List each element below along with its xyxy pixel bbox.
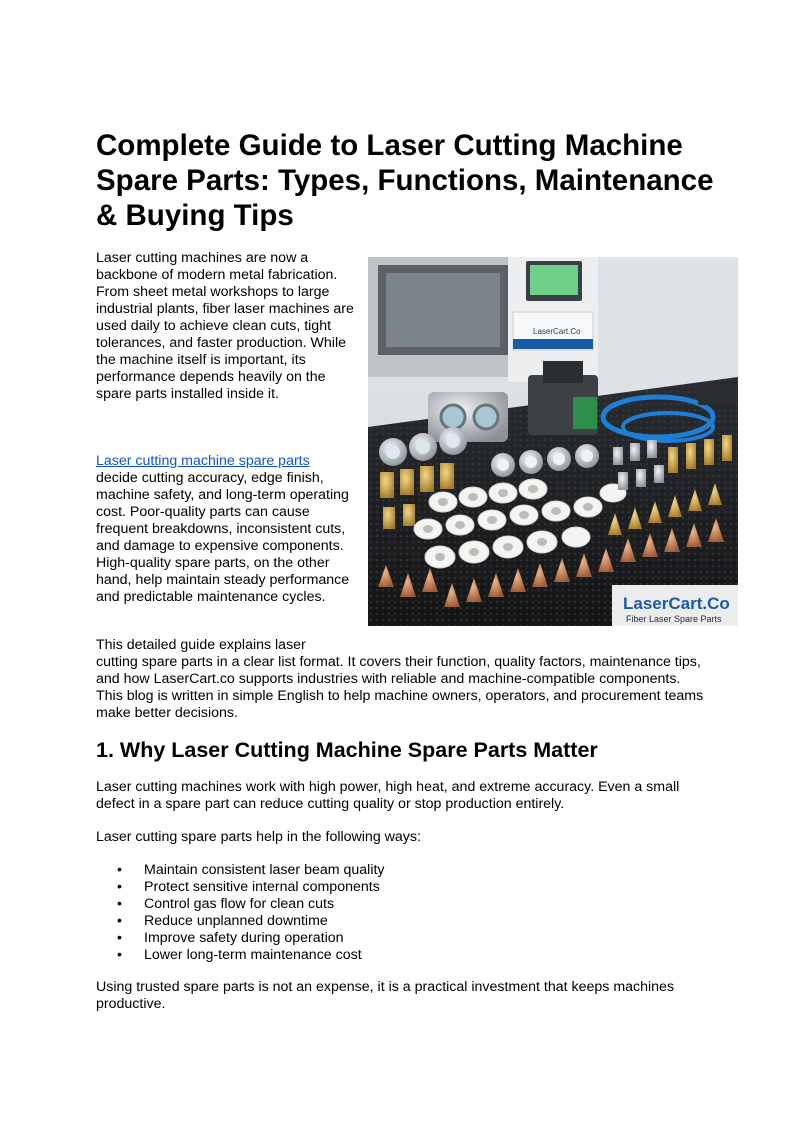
bullet-icon: • [117,913,122,929]
bullet-icon: • [117,896,122,912]
list-item [96,947,596,964]
list-item-text: Lower long-term maintenance cost [144,947,362,963]
intro-paragraph-3-lead: This detailed guide explains laser [96,637,306,653]
bullet-icon: • [117,879,122,895]
intro-paragraph-2-text: decide cutting accuracy, edge finish, machine safety, and long-term operating cost. Poor-quality parts can cause frequent breakdowns, inconsistent cuts, and damage to expensive components. High-quality spare parts, on the other hand, help maintain steady performance and predictable maintenance cycles. [96,470,350,605]
brand-tagline: Fiber Laser Spare Parts [626,614,722,624]
list-item-text: Reduce unplanned downtime [144,913,328,929]
hero-image [368,257,738,626]
spare-parts-link[interactable]: Laser cutting machine spare parts [96,453,310,469]
benefits-list [96,862,596,964]
list-item-text: Control gas flow for clean cuts [144,896,335,912]
intro-paragraph-3-text: cutting spare parts in a clear list format. It covers their function, quality factors, maintenance tips, and how LaserCart.co supports industries with reliable and machine-compatible components. This blog is written in simple English to help machine owners, operators, and procurement teams make better decisions. [96,654,704,721]
list-item [96,930,596,947]
bullet-icon: • [117,947,122,963]
section-paragraph-2: Laser cutting spare parts help in the following ways: [96,829,421,845]
list-item [96,862,596,879]
section-heading: 1. Why Laser Cutting Machine Spare Parts Matter [96,738,598,762]
section-paragraph-3: Using trusted spare parts is not an expense, it is a practical investment that keeps machines productive. [96,979,675,1012]
bullet-icon: • [117,862,122,878]
list-item [96,896,596,913]
list-item [96,879,596,896]
list-item-text: Protect sensitive internal components [144,879,380,895]
bullet-icon: • [117,930,122,946]
hero-illustration [368,257,738,626]
article-title: Complete Guide to Laser Cutting Machine Spare Parts: Types, Functions, Maintenance & Buying Tips [96,129,714,232]
list-item-text: Maintain consistent laser beam quality [144,862,385,878]
list-item-text: Improve safety during operation [144,930,344,946]
intro-paragraph-2 [96,453,361,606]
brand-logo: LaserCart.Co [623,594,730,613]
list-item [96,913,596,930]
intro-paragraph-1: Laser cutting machines are now a backbone of modern metal fabrication. From sheet metal workshops to large industrial plants, fiber laser machines are used daily to achieve clean cuts, tight tolerances, and faster production. While the machine itself is important, its performance depends heavily on the spare parts installed inside it. [96,250,354,402]
machine-label: LaserCart.Co [533,327,581,336]
intro-paragraph-3 [96,637,706,722]
section-paragraph-1: Laser cutting machines work with high power, high heat, and extreme accuracy. Even a small defect in a spare part can reduce cutting quality or stop production entirely. [96,779,680,812]
